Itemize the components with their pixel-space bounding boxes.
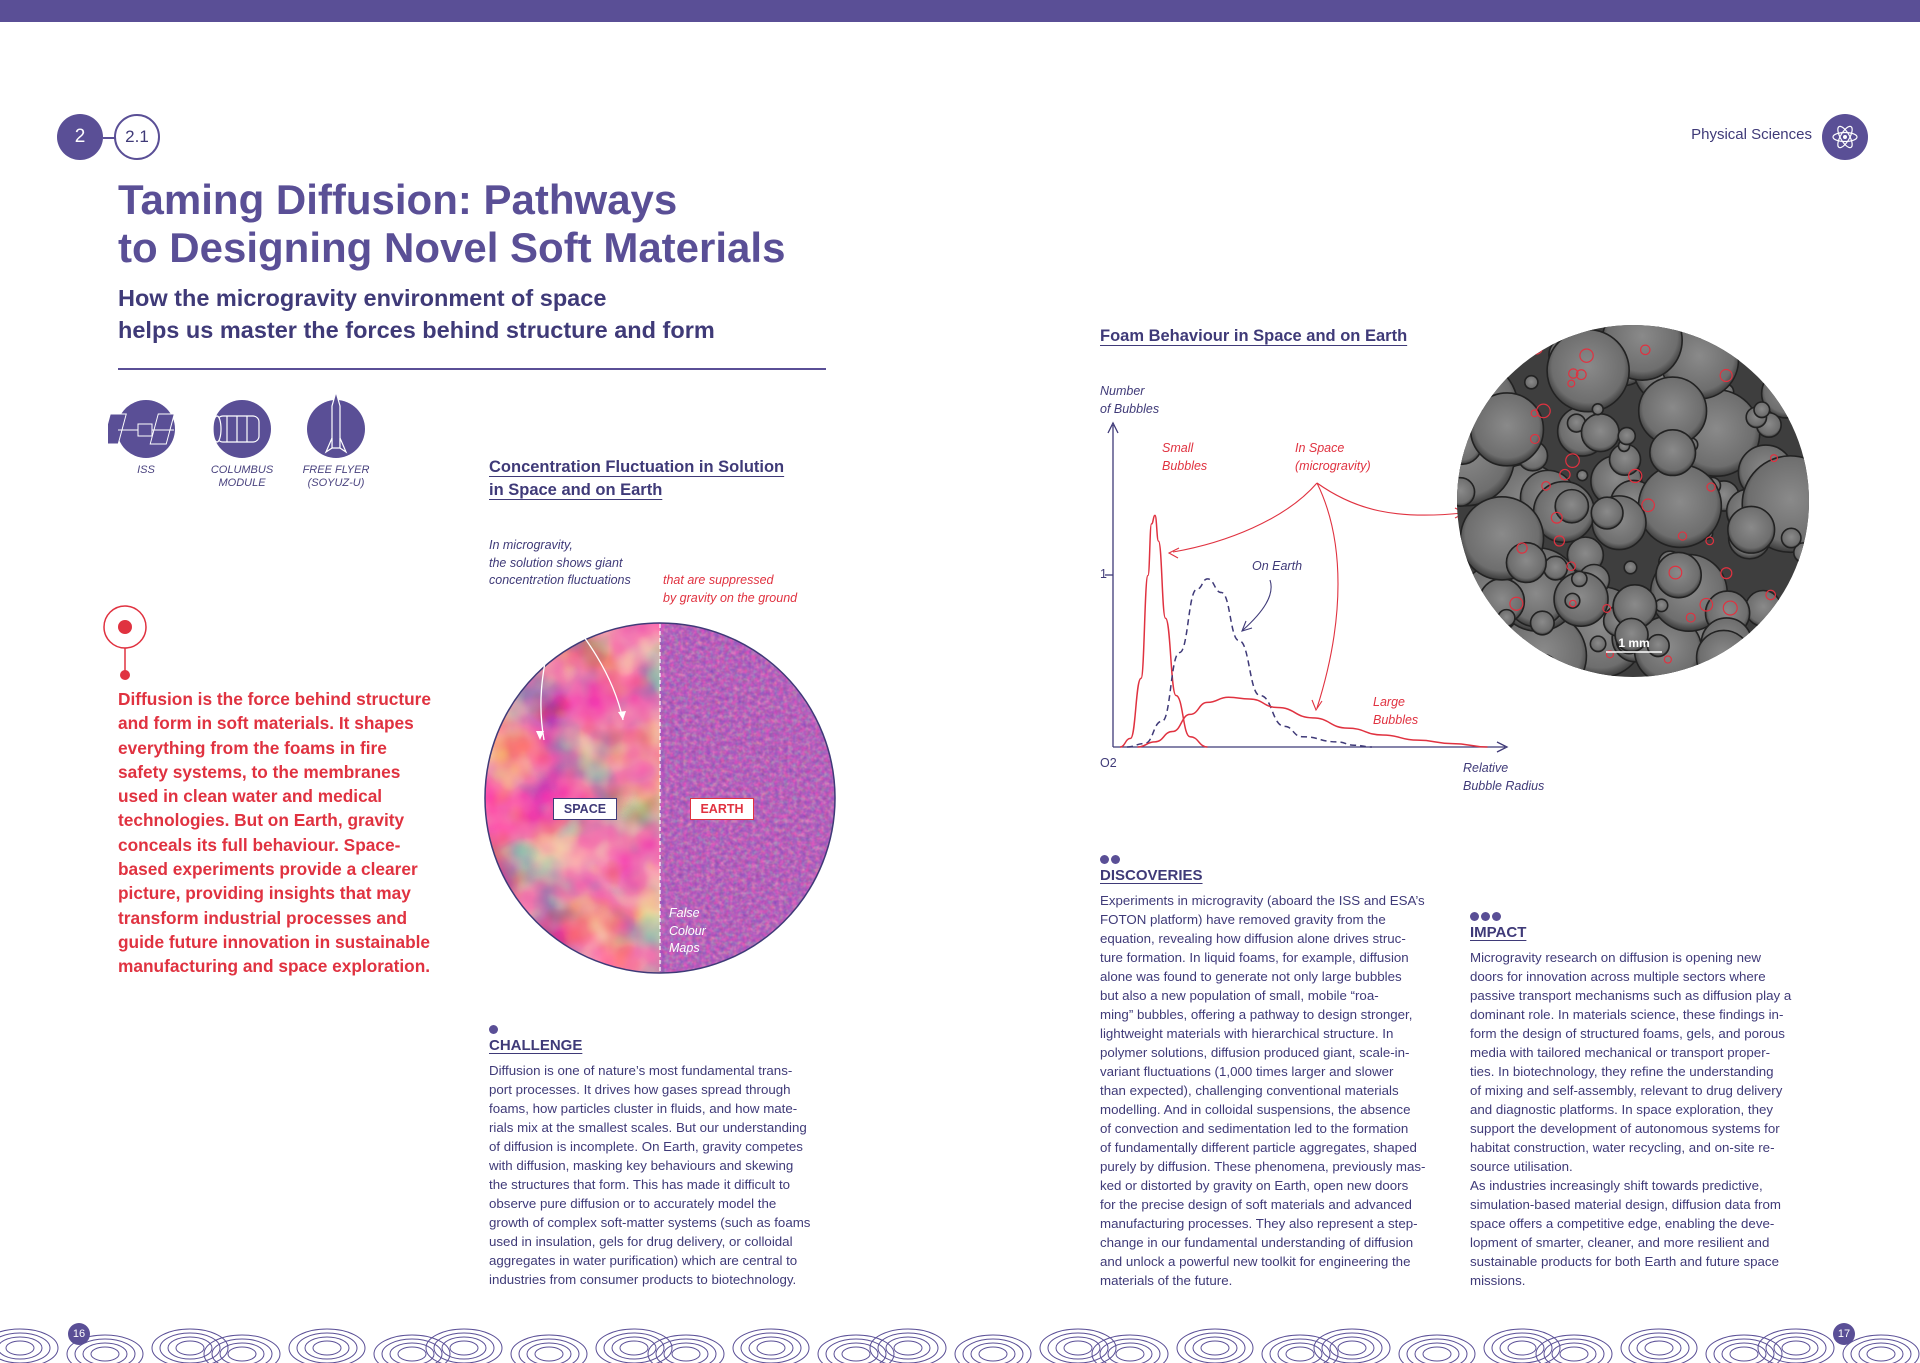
arrow-to-photo [1317, 483, 1463, 515]
chart-xlabel: Relative Bubble Radius [1463, 761, 1545, 793]
foam-bubble [1590, 636, 1605, 651]
fluctuation-heading-line-1: Concentration Fluctuation in Solution [489, 458, 785, 476]
title-line-1: Taming Diffusion: Pathways [118, 176, 678, 223]
small-bubble-marker [1774, 629, 1782, 637]
foam-bubble [1781, 528, 1800, 547]
challenge-heading: CHALLENGE [489, 1037, 583, 1054]
mission-label: COLUMBUS [210, 464, 274, 476]
foam-bubble [1460, 339, 1498, 377]
section-number: 2.1 [125, 127, 149, 146]
scale-bar-label: 1 mm [1618, 636, 1650, 650]
label-earth: EARTH [690, 798, 754, 820]
footer-contour-pattern [0, 1318, 1920, 1363]
chart-origin: O2 [1100, 756, 1117, 770]
foam-bubble [1624, 561, 1637, 574]
annotation-space: In microgravity, the solution shows giant concentration fluctuations [489, 538, 631, 587]
page-title [118, 176, 878, 272]
mission-free-flyer [296, 390, 376, 490]
page-number-left: 16 [68, 1323, 90, 1345]
impact-text: Microgravity research on diffusion is opening new doors for innovation across multiple sectors where passive transport mechanisms such as diffusion play a dominant role. In materials science, these findings in- form the design of structured foams, gels, and porous media with tailored mechanical or transport proper- ties. In biotechnology, they refine the understanding of mixing and self-assembly, relevant to drug delivery and diagnostic platforms. In space exploration, they support the development of autonomous systems for habitat construction, water recycling, and on-site re- source utilisation. As industries increasingly shift towards predictive, simulation-based material design, diffusion data from space offers a competitive edge, enabling the deve- lopment of smarter, cleaner, and more resilient and sustainable products for both Earth and future space missions. [1470, 950, 1792, 1288]
subtitle-line-1: How the microgravity environment of space [118, 285, 607, 311]
impact-heading: IMPACT [1470, 924, 1527, 941]
foam-bubble [1525, 376, 1538, 389]
small-bubble-marker [1531, 343, 1542, 354]
arrow-to-large [1317, 483, 1338, 708]
foam-bubble [1761, 329, 1777, 345]
foam-bubble [1592, 404, 1603, 415]
foam-bubble [1656, 552, 1701, 597]
label-space: SPACE [553, 798, 617, 820]
foam-bubble [1471, 393, 1544, 466]
label-on-earth: On Earth [1252, 559, 1303, 573]
foam-bubble [1506, 543, 1546, 583]
foam-bubble [1498, 610, 1515, 627]
small-bubble-marker [1471, 367, 1480, 376]
foam-bubble [1555, 490, 1588, 523]
title-divider [118, 368, 826, 370]
arrow-to-earth [1243, 580, 1271, 630]
mission-label-sub: MODULE [218, 477, 266, 489]
foam-bubble [1531, 611, 1555, 635]
arrow-to-small [1173, 483, 1317, 552]
discoveries-heading: DISCOVERIES [1100, 867, 1203, 884]
pull-quote-marker [100, 605, 150, 683]
foam-bubble [1527, 654, 1558, 680]
foam-bubble [1739, 640, 1752, 653]
foam-bubble [1728, 506, 1775, 553]
mission-iss [108, 400, 184, 477]
page-number-right: 17 [1833, 1323, 1855, 1345]
foam-bubble [1547, 330, 1629, 412]
label-small-bubbles: Small Bubbles [1162, 441, 1208, 473]
foam-bubble [1485, 621, 1508, 644]
fluctuation-heading [489, 456, 819, 502]
series-line-large [1138, 697, 1488, 747]
rocket-icon [307, 400, 365, 458]
foam-bubble [1577, 470, 1588, 481]
foam-chart-heading: Foam Behaviour in Space and on Earth [1100, 327, 1408, 345]
mission-label-sub: (SOYUZ-U) [307, 477, 365, 489]
foam-bubble [1572, 571, 1587, 586]
foam-bubble [1454, 379, 1486, 414]
small-bubble-marker [1500, 339, 1509, 348]
chapter-number: 2 [74, 126, 86, 147]
false-colour-label: False Colour Maps [669, 906, 706, 955]
false-colour-map [470, 560, 840, 980]
foam-bubble [1482, 623, 1493, 634]
label-in-space: In Space (microgravity) [1295, 441, 1371, 473]
columbus-module-icon [213, 400, 271, 458]
foam-bubble [1454, 392, 1466, 407]
foam-bubble [1518, 671, 1529, 680]
page-subtitle [118, 282, 838, 346]
title-line-2: to Designing Novel Soft Materials [118, 224, 786, 271]
small-bubble-marker [1514, 347, 1527, 360]
foam-bubble [1754, 402, 1770, 418]
foam-bubble [1591, 497, 1623, 529]
label-large-bubbles: Large Bubbles [1373, 695, 1419, 727]
mission-columbus [202, 400, 282, 490]
foam-bubble [1454, 478, 1475, 506]
fluctuation-heading-line-2: in Space and on Earth [489, 481, 663, 499]
section-badge [114, 114, 160, 160]
foam-bubble [1748, 666, 1770, 680]
mission-label: FREE FLYER [302, 464, 370, 476]
foam-photo [1454, 322, 1812, 680]
foam-bubble [1581, 414, 1619, 452]
pull-quote: Diffusion is the force behind structure and form in soft materials. It shapes everything from the foams in fire safety systems, to the membranes used in clean water and medical technologies. But on Earth, gravity conceals its full behaviour. Space-based experiments provide a clearer picture, providing insights that may transform industrial processes and guide future innovation in sustainable manufacturing and space exploration. [118, 689, 432, 977]
chart-ylabel: Number of Bubbles [1100, 384, 1160, 416]
discoveries-text: Experiments in microgravity (aboard the ISS and ESA’s FOTON platform) have removed gravity from the equation, revealing how diffusion alone drives struc- ture formation. In liquid foams, for example, diffusion alone was found to generate not only large bubbles but also a new population of small, mobile “roa- ming” bubbles, offering a pathway to design stronger, lightweight materials with hierarchical structure. In polymer solutions, diffusion produced giant, scale-in- variant fluctuations (1,000 times larger and slower than expected), challenging conventional materials modelling. And in colloidal suspensions, the absence of convection and sedimentation led to the formation of fundamentally different particle aggregates, shaped purely by diffusion. These phenomena, previously mas- ked or distorted by gravity on Earth, open new doors for the precise design of soft materials and advanced manufacturing processes. They also represent a step- change in our fundamental understanding of diffusion and unlock a powerful new toolkit for engineering the materials of the future. [1100, 893, 1426, 1288]
chapter-badge [57, 114, 103, 160]
annotation-earth: that are suppressed by gravity on the ground [663, 573, 798, 605]
atom-icon [1822, 114, 1868, 160]
foam-bubble [1741, 341, 1752, 352]
foam-bubble [1650, 430, 1696, 476]
foam-bubble [1792, 640, 1809, 657]
chart-y-tick: 1 [1100, 567, 1107, 581]
subtitle-line-2: helps us master the forces behind structure and form [118, 317, 715, 343]
category-label: Physical Sciences [1691, 126, 1812, 143]
challenge-text: Diffusion is one of nature’s most fundamental trans- port processes. It drives how gases spread through foams, how particles cluster in fluids, and how mate- rials mix at the smallest scales. But our understanding of diffusion is incomplete. On Earth, gravity competes with diffusion, masking key behaviours and skewing the structures that form. This has made it difficult to observe pure diffusion or to accurately model the growth of complex soft-matter systems (such as foams used in insulation, gels for drug delivery, or colloidal aggregates in water purification) which are central to industries from consumer products to biotechnology. [489, 1063, 811, 1287]
mission-label: ISS [137, 464, 155, 476]
foam-bubble [1638, 465, 1721, 548]
foam-bubble [1618, 428, 1635, 445]
foam-bubble [1697, 630, 1751, 680]
foam-bubble [1544, 556, 1568, 580]
iss-icon [117, 400, 175, 458]
top-bar [0, 0, 1920, 22]
